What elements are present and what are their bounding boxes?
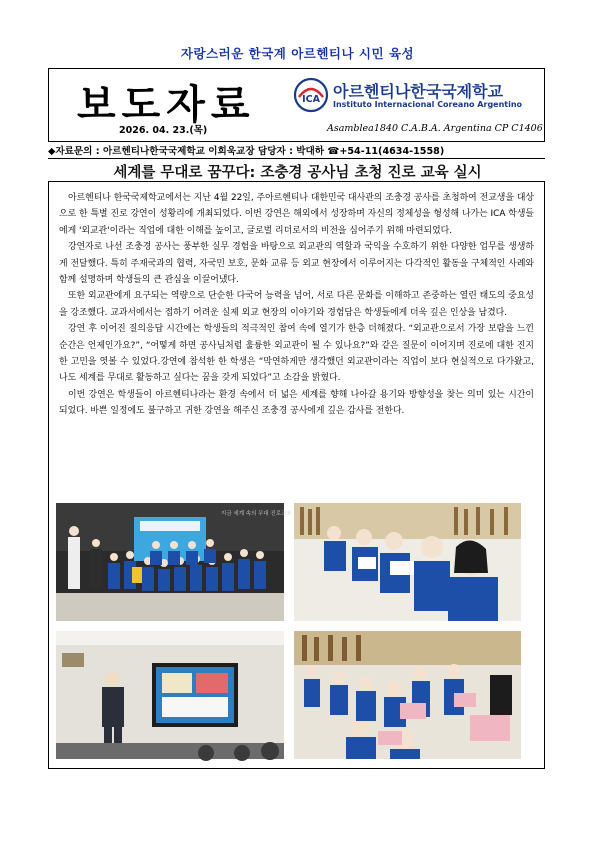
school-logo-icon: [293, 77, 329, 113]
logo-letters: ICA: [302, 94, 320, 105]
press-title: 보도자료: [77, 82, 256, 128]
paragraph: 이번 강연은 학생들이 아르헨티나라는 환경 속에서 더 넓은 세계를 향해 나아갈 용기와 방향성을 찾는 의미 있는 시간이 되었다. 바쁜 일정에도 불구하고 귀한 강연을 해주신 조충경 공사에게 깊은 감사를 전한다.: [59, 389, 534, 417]
paragraph: 강연 후 이어진 질의응답 시간에는 학생들의 적극적인 참여 속에 열기가 한층 더해졌다. “외교관으로서 가장 보람을 느낀 순간은 언제인가요?”, “어떻게 하면 공사님처럼 훌륭한 외교관이 될 수 있나요?”와 같은 질문이 이어지며 진로에 대한 진지한 고민을 엿볼 수 있었다.강연에 참석한 한 학생은 “막연하게만 생각했던 외교관이라는 직업이 보다 현실적으로 다가왔고, 나도 세계를 무대로 활동하고 싶다는 꿈을 갖게 되었다”고 소감을 밝혔다.: [59, 324, 534, 384]
paragraph: 아르헨티나 한국국제학교에서는 지난 4월 22일, 주아르헨티나 대한민국 대사관의 조충경 공사를 초청하여 전교생을 대상으로 한 특별 진로 강연이 성황리에 개최되었다. 이번 강연은 해외에서 성장하며 자신의 정체성을 형성해 나가는 ICA 학생들에게 '외교관'이라는 직업에 대한 이해를 높이고, 글로벌 리더로서의 비전을 심어주기 위해 마련되었다.: [59, 193, 534, 236]
article-headline: 세계를 무대로 꿈꾸다: 조충경 공사님 초청 진로 교육 실시: [113, 165, 482, 181]
slogan: 자랑스러운 한국계 아르헨티나 시민 육성: [180, 46, 415, 61]
press-header: [48, 68, 545, 142]
school-name-kr: 아르헨티나한국국제학교: [333, 82, 504, 101]
paragraph: 강연자로 나선 조충경 공사는 풍부한 실무 경험을 바탕으로 외교관의 역할과 국익을 수호하기 위한 다양한 업무를 생생하게 전달했다. 특히 주재국과의 협력, 자국민 보호, 문화 교류 등 외교 현장에서 이루어지는 다각적인 활동을 구체적인 사례와 함께 설명하며 학생들의 큰 관심을 이끌어냈다.: [59, 242, 534, 286]
school-address: Asamblea1840 C.A.B.A. Argentina CP C1406: [327, 123, 543, 134]
paragraph: 또한 외교관에게 요구되는 역량으로 단순한 다국어 능력을 넘어, 서로 다른 문화를 이해하고 존중하는 열린 태도의 중요성을 강조했다. 교과서에서는 접하기 어려운 실제 외교 현장의 이야기와 경험담은 학생들에게 더욱 깊은 인상을 남겼다.: [59, 291, 534, 318]
photo-students-gifts: [294, 631, 521, 759]
photo-speaker: [56, 631, 284, 759]
school-name-es: Instituto Internacional Coreano Argentino: [333, 100, 523, 109]
article-box: [48, 181, 545, 769]
photo-group: [56, 503, 292, 621]
article-body: [59, 190, 534, 420]
contact-info: ◆자료문의 : 아르헨티나한국국제학교 이희욱교장 담당자 : 박대하 ☎+54-11(4634-1558): [48, 143, 545, 159]
issue-date: 2026. 04. 23.(목): [119, 125, 208, 136]
photo-students-library: [294, 503, 521, 621]
photo-banner-text: 지금 세계 속의 무대 진로교육: [221, 511, 292, 517]
